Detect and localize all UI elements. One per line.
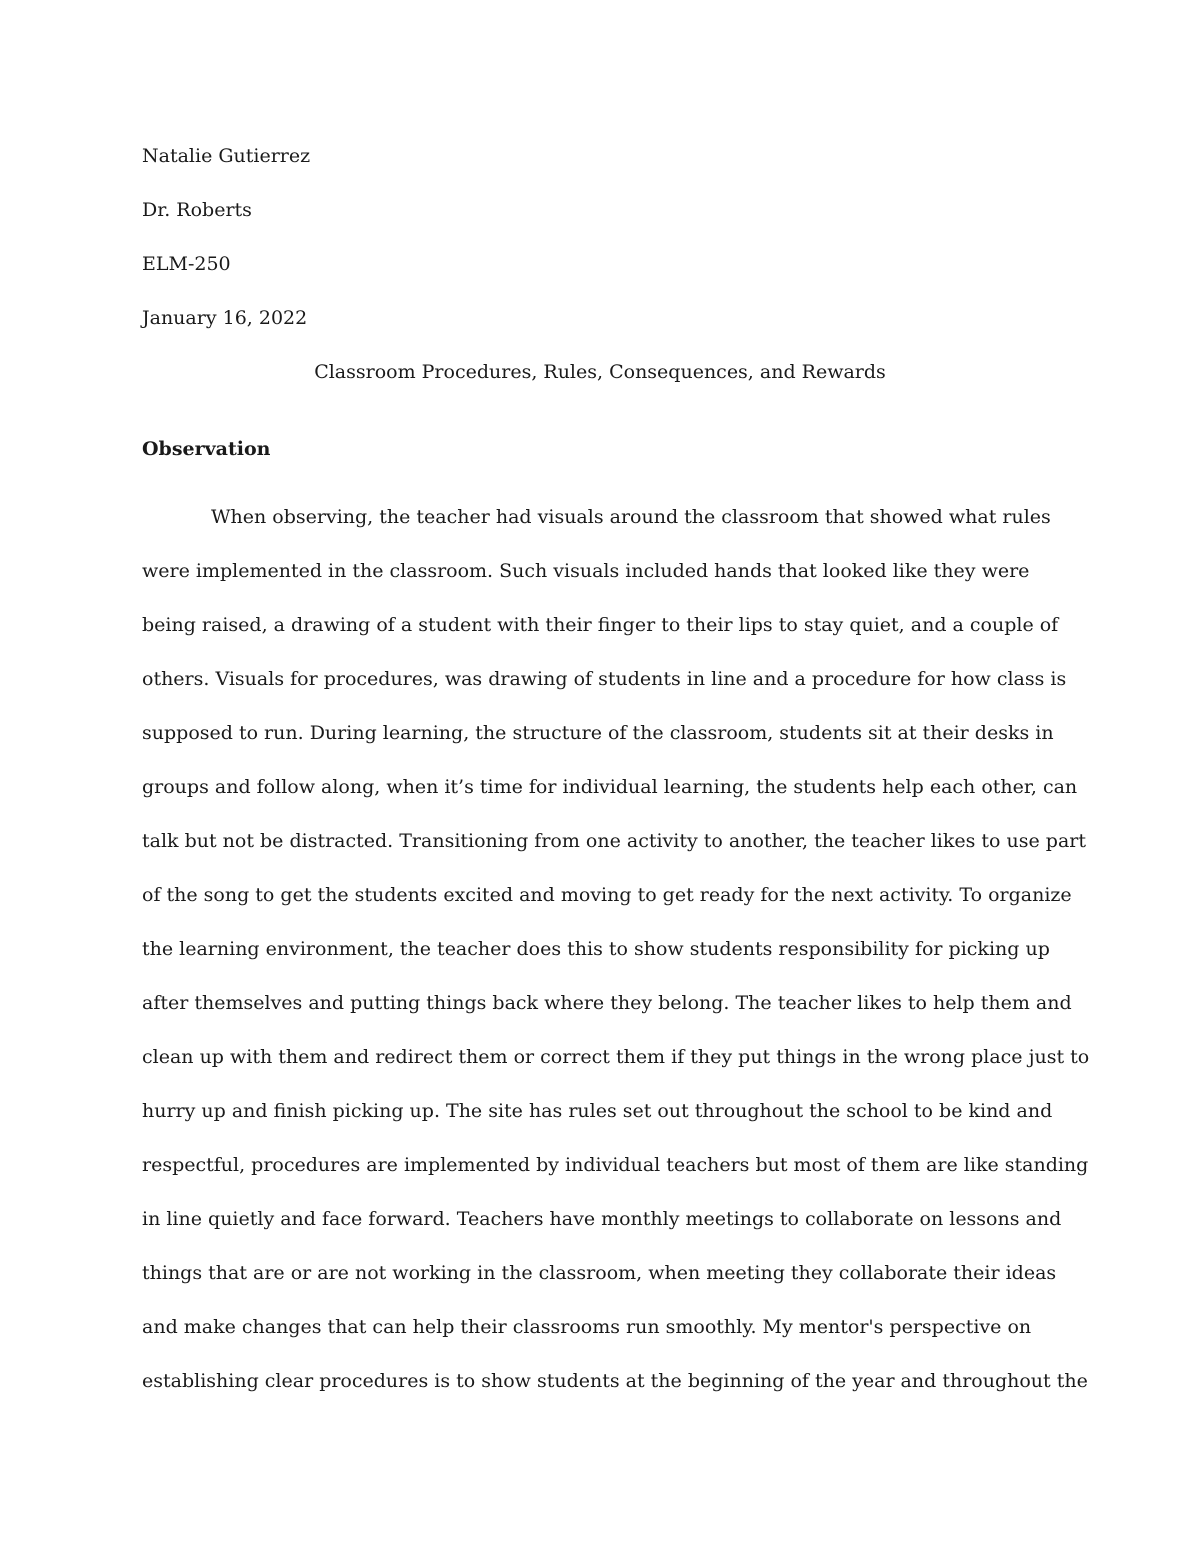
body-line: after themselves and putting things back where they belong. The teacher likes to help them and (142, 992, 1072, 1014)
body-line: clean up with them and redirect them or correct them if they put things in the wrong place just to (142, 1046, 1090, 1068)
body-line: talk but not be distracted. Transitioning from one activity to another, the teacher likes to use part (142, 830, 1086, 852)
document-date: January 16, 2022 (142, 307, 308, 329)
body-line: establishing clear procedures is to show students at the beginning of the year and throughout the (142, 1370, 1088, 1392)
document-title: Classroom Procedures, Rules, Consequences, and Rewards (314, 361, 886, 383)
body-line: others. Visuals for procedures, was drawing of students in line and a procedure for how class is (142, 668, 1067, 690)
author-name: Natalie Gutierrez (142, 145, 311, 167)
body-line: the learning environment, the teacher does this to show students responsibility for picking up (142, 938, 1050, 960)
body-line: When observing, the teacher had visuals around the classroom that showed what rules (211, 506, 1051, 528)
body-line: were implemented in the classroom. Such visuals included hands that looked like they were (142, 560, 1030, 582)
body-line: and make changes that can help their classrooms run smoothly. My mentor's perspective on (142, 1316, 1032, 1338)
body-line: of the song to get the students excited and moving to get ready for the next activity. To organize (142, 884, 1072, 906)
section-heading-observation: Observation (142, 438, 271, 460)
course-code: ELM-250 (142, 253, 231, 275)
body-line: hurry up and finish picking up. The site has rules set out throughout the school to be kind and (142, 1100, 1053, 1122)
body-line: in line quietly and face forward. Teachers have monthly meetings to collaborate on lessons and (142, 1208, 1062, 1230)
body-line: supposed to run. During learning, the structure of the classroom, students sit at their desks in (142, 722, 1054, 744)
body-line: being raised, a drawing of a student with their finger to their lips to stay quiet, and a couple of (142, 614, 1059, 636)
body-line: things that are or are not working in the classroom, when meeting they collaborate their ideas (142, 1262, 1057, 1284)
instructor-name: Dr. Roberts (142, 199, 252, 221)
body-line: groups and follow along, when it’s time for individual learning, the students help each other, can (142, 776, 1078, 798)
body-line: respectful, procedures are implemented by individual teachers but most of them are like standing (142, 1154, 1089, 1176)
